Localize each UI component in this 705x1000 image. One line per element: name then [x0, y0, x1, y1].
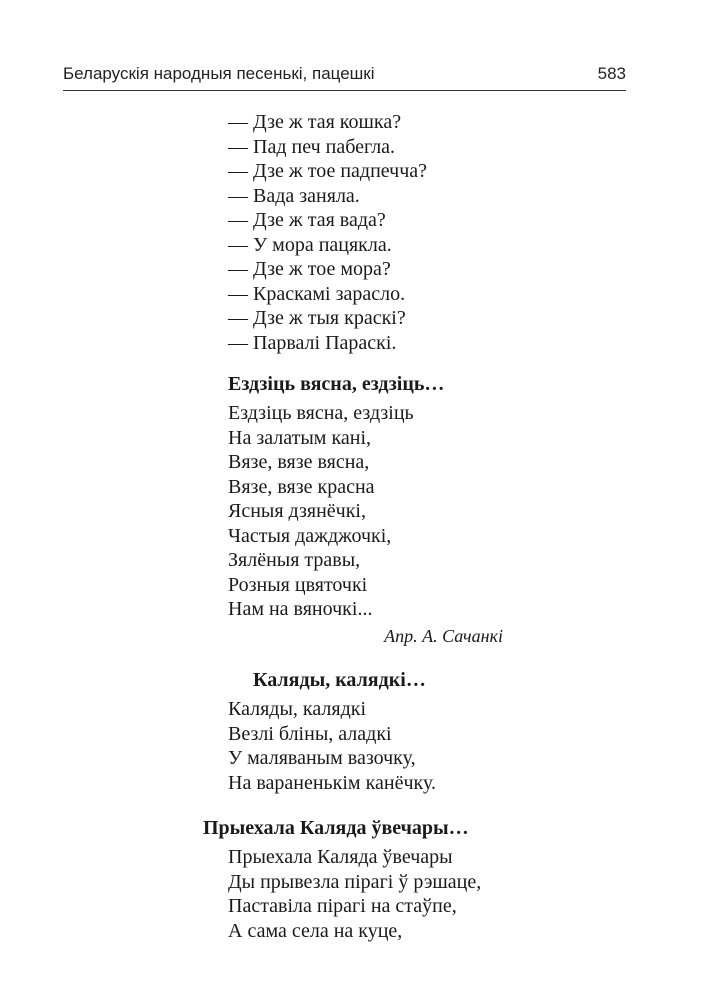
- poem-line: — Дзе ж тое мора?: [228, 258, 391, 280]
- poem-line: Нам на вяночкі...: [228, 598, 373, 620]
- poem-2-attribution: Апр. А. Сачанкі: [384, 626, 503, 646]
- poem-line: — Дзе ж тыя краскі?: [228, 307, 406, 329]
- poem-line: Вязе, вязе вясна,: [228, 451, 370, 473]
- poem-4-stanza: [228, 845, 481, 943]
- poem-line: Розныя цвяточкі: [228, 573, 368, 596]
- poem-line: Зялёныя травы,: [228, 549, 361, 571]
- poem-line: Вязе, вязе красна: [228, 475, 375, 498]
- poem-2-title: Ездзіць вясна, ездзіць…: [228, 373, 445, 395]
- running-header-title: Беларускія народныя песенькі, пацешкі: [63, 64, 375, 83]
- poem-line: — Парвалі Параскі.: [228, 331, 397, 354]
- poem-line: — Дзе ж тая вада?: [228, 209, 386, 231]
- poem-line: Ездзіць вясна, ездзіць: [228, 402, 414, 424]
- poem-line: — Дзе ж тая кошка?: [228, 111, 402, 133]
- poem-line: Везлі бліны, аладкі: [228, 722, 392, 745]
- poem-line: — Краскамі зарасло.: [228, 282, 406, 305]
- poem-line: Прыехала Каляда ўвечары: [228, 846, 453, 868]
- poem-line: На залатым кані,: [228, 426, 371, 449]
- poem-line: — У мора пацякла.: [228, 233, 392, 256]
- poem-line: Ды прывезла пірагі ў рэшаце,: [228, 870, 482, 893]
- page-number: 583: [597, 64, 626, 83]
- poem-line: Ясныя дзянёчкі,: [228, 500, 366, 522]
- poem-line: — Вада заняла.: [228, 184, 360, 207]
- poem-line: А сама села на куце,: [228, 919, 403, 942]
- poem-line: Каляды, калядкі: [228, 698, 367, 720]
- poem-line: На вараненькім канёчку.: [228, 771, 436, 794]
- poem-line: — Дзе ж тое падпечча?: [228, 160, 428, 182]
- poem-3-stanza: [228, 697, 436, 795]
- poem-line: Паставіла пірагі на стаўпе,: [228, 895, 457, 917]
- poem-line: У маляваным вазочку,: [228, 747, 416, 769]
- poem-3-title: Каляды, калядкі…: [253, 669, 426, 691]
- poem-4-title: Прыехала Каляда ўвечары…: [203, 817, 469, 839]
- poem-2-stanza: [228, 401, 414, 622]
- poem-1-stanza: [228, 110, 427, 355]
- poem-line: Частыя дажджочкі,: [228, 524, 392, 547]
- running-header: [63, 58, 626, 91]
- poem-line: — Пад печ пабегла.: [228, 135, 396, 158]
